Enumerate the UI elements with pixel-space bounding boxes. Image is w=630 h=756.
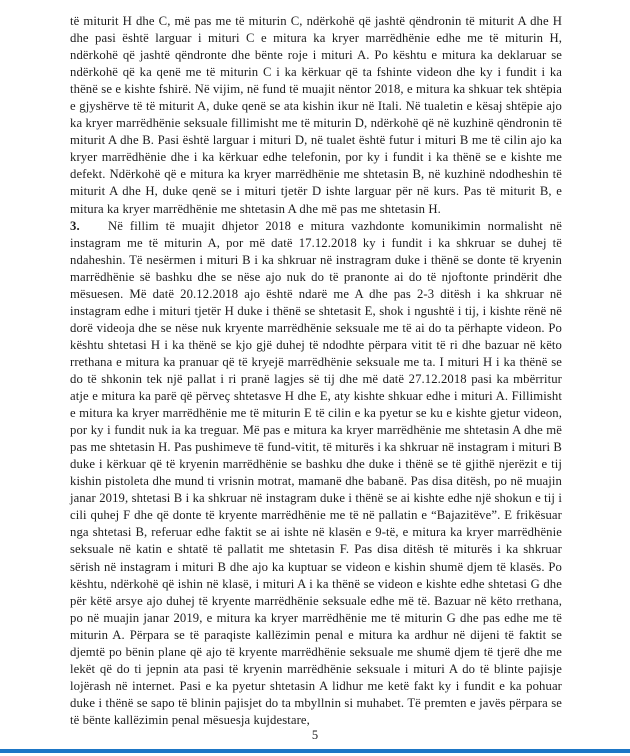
footer-accent-bar [0,749,630,753]
paragraph-3-number: 3. [70,218,80,233]
paragraph-3-text: Në fillim të muajit dhjetor 2018 e mitura vazhdonte komunikimin normalisht në instagram me të miturin A, por më datë 17.12.2018 ky i fundit i ka shkruar se duhej të ndaheshin. Të nesërmen i mituri B i ka shkruar në instragram duke i thënë se donte të kryenin marrëdhënie së bashku dhe se nëse ajo nuk do të pranonte ai do të njoftonte prindërit dhe mësuesen. Më datë 20.12.2018 ajo është ndarë me A dhe pas 2-3 ditësh i ka shkruar në instagram edhe i mituri tjetër H duke i thënë se shtetasit E, shok i ngushtë i tij, i kishte rënë në dorë videoja dhe se nëse nuk kryente marrëdhënie seksuale me të ai do ta përhapte videon. Po kështu shtetasi H i ka thënë se kjo gjë duhej të ndodhte përpara vitit të ri dhe bazuar në këto rrethana e mitura ka pranuar që të kryejë marrëdhënie seksuale me ta. I mituri H i ka thënë se do të shkonin tek një pallat i ri pranë lagjes së tij dhe më datë 27.12.2018 pasi ka mbërritur atje e mitura ka parë që përveç shtetasve H dhe E, aty kishte shkuar edhe i mituri A. Fillimisht e mitura ka kryer marrëdhënie me të miturin E të cilin e ka pyetur se ku e kishte gjetur videon, por ky i fundit nuk ia ka treguar. Më pas e mitura ka kryer marrëdhënie me shtetasin A dhe më pas me shtetasin H. Pas pushimeve të fund-vitit, të miturës i ka shkruar në instagram i mituri B duke i kërkuar që të kryenin marrëdhënie se bashku dhe duke i thënë se të gjithë njerëzit e tij kishin pistoleta dhe mund ti vrisnin motrat, mamanë dhe babanë. Pas disa ditësh, po në muajin janar 2019, shtetasi B i ka shkruar në instagram duke i thënë se ai kishte edhe një shokun e tij i cili quhej F dhe që donte të kryente marrëdhënie me të në pallatin e “Bajazitëve”. E frikësuar nga shtetasi B, referuar edhe faktit se ai ishte në klasën e 9-të, e mitura ka kryer marrëdhënie seksuale në katin e shtatë të pallatit me shtetasin F. Pas disa ditësh të miturës i ka shkruar sërish në instagram i mituri B dhe ajo ka kuptuar se videon e kishin shumë djem të klasës. Po kështu, ndërkohë që ishin në klasë, i mituri A i ka thënë se videon e kishte edhe shtetasi G dhe për këtë arsye ajo duhej të kryente marrëdhënie seksuale edhe më të. Bazuar në këto rrethana, po në muajin janar 2019, e mitura ka kryer marrëdhënie me të miturin G dhe pas edhe me të miturin A. Përpara se të paraqiste kallëzimin penal e mitura ka ardhur në dijeni të faktit se djemtë po bënin plane që ajo të kryente marrëdhënie seksuale me shumë djem të tjerë dhe me lekët që do ti jepnin ata pasi të kryenin marrëdhënie seksuale i mituri A do të blinte pajisje lojërash në internet. Pasi e ka pyetur shtetasin A lidhur me ketë fakt ky i fundit e ka pohuar duke i thënë se sapo të blinin pajisjet do ta mbyllnin si muhabet. Të premten e javës përpara se të bënte kallëzimin penal mësuesja kujdestare, [70,218,562,727]
document-text [70,13,562,729]
page-number: 5 [311,728,319,742]
paragraph-continuation: të miturit H dhe C, më pas me të miturin C, ndërkohë që jashtë qëndronin të miturit A dhe H dhe pasi është larguar i mituri C e mitura ka kryer marrëdhënie edhe me të miturin H, ndërkohë që jashtë qëndronte dhe bënte roje i mituri A. Po kështu e mitura ka deklaruar se ndërkohë që ka qenë me të miturin C i ka kërkuar që ta fshinte videon dhe ky i fundit i ka thënë se e kishte fshirë. Në vijim, në fund të muajit nëntor 2018, e mitura ka shkuar tek shtëpia e gjyshërve të të miturit A, duke qenë se ata kishin ikur në Itali. Në tualetin e kësaj shtëpie ajo ka kryer marrëdhënie seksuale fillimisht me të miturin D, ndërkohë që në kuzhinë qëndronin të miturit A dhe B. Pasi është larguar i mituri D, në tualet është futur i mituri B me të cilin ajo ka kryer marrëdhënie dhe i ka kërkuar edhe telefonin, por ky i fundit i ka thënë se e kishte me defekt. Ndërkohë që e mitura ka kryer marrëdhënie me shtetasin B, në kuzhinë ndodheshin të miturit A dhe H, duke qenë se i mituri tjetër D ishte larguar për në kurs. Pas të miturit B, e mitura ka kryer marrëdhënie me shtetasin A dhe më pas me shtetasin H. [70,14,562,216]
paragraph-3 [70,218,562,729]
